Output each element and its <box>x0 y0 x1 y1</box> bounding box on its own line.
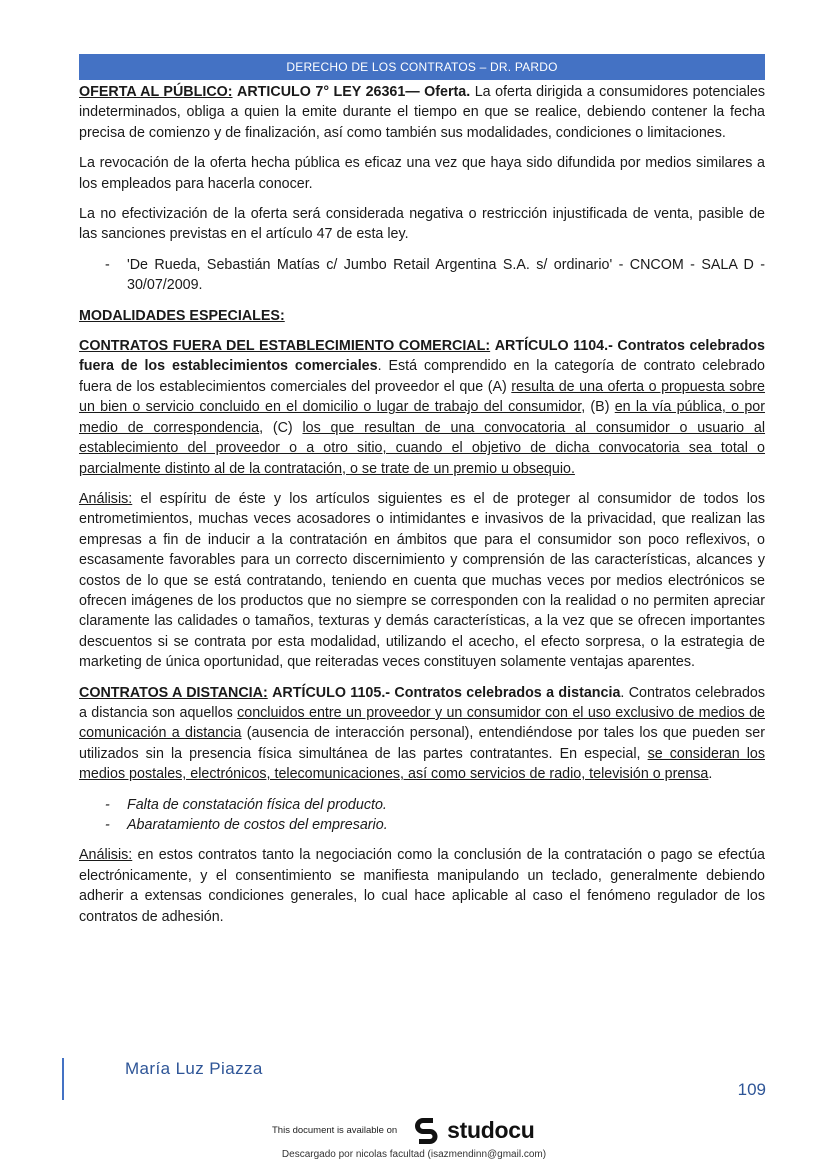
oferta-paragraph <box>79 82 765 143</box>
analisis-2-label: Análisis: <box>79 847 133 864</box>
oferta-text: La oferta dirigida a consumidores potenciales indeterminados, obliga a quien la emite durante el tiempo en que se realice, debiendo contener la fecha precisa de comienzo y de finalización, así como también sus modalidades, condiciones o limitaciones. <box>79 84 765 141</box>
downloaded-by: Descargado por nicolas facultad (isazmendinn@gmail.com) <box>281 1149 547 1160</box>
fuera-underline-3: los que resultan de una convocatoria al consumidor o usuario al establecimiento del proveedor o a otro sitio, cuando el objetivo de dicha convocatoria sea total o parcialmente distinto al de la contratación, o se trate de un premio u obsequio. <box>79 419 766 477</box>
modalidades-heading-text: MODALIDADES ESPECIALES: <box>79 307 285 324</box>
distancia-text-3: . <box>708 766 713 783</box>
distancia-article: ARTÍCULO 1105.- Contratos celebrados a distancia <box>272 684 621 701</box>
oferta-revocacion: La revocación de la oferta hecha pública es eficaz una vez que haya sido difundida por medios similares a los empleados para hacerla conocer. <box>79 155 765 192</box>
available-text: This document is available on <box>272 1124 398 1136</box>
list-item: - Abaratamiento de costos del empresario. <box>79 815 765 835</box>
distancia-underline-2: se consideran los medios postales, electrónicos, telecomunicaciones, así como servicios de radio, televisión o prensa <box>79 745 765 783</box>
footer-author: María Luz Piazza <box>125 1059 263 1078</box>
document-header <box>79 54 765 80</box>
oferta-article: ARTICULO 7° LEY 26361— Oferta. <box>237 84 471 100</box>
fuera-underline-2: en la vía pública, o por medio de correspondencia <box>79 399 765 436</box>
fuera-text-1: . Está comprendido en la categoría de contrato celebrado fuera de los establecimientos comerciales del proveedor el que (A) <box>79 358 765 395</box>
fuera-text-3: , (C) <box>259 419 303 436</box>
analisis-2-paragraph <box>79 845 765 927</box>
analisis-1-paragraph <box>79 489 765 673</box>
studocu-logo-icon <box>411 1114 443 1146</box>
distancia-heading: CONTRATOS A DISTANCIA: <box>79 684 268 701</box>
case-list <box>79 255 765 296</box>
fuera-heading: CONTRATOS FUERA DEL ESTABLECIMIENTO COMERCIAL: <box>79 338 491 355</box>
list-item: - Falta de constatación física del producto. <box>79 795 765 815</box>
studocu-brand: studocu <box>447 1116 535 1143</box>
oferta-no-efectivizacion: La no efectivización de la oferta será considerada negativa o restricción injustificada de venta, pasible de las sanciones previstas en el artículo 47 de esta ley. <box>79 206 765 243</box>
studocu-banner[interactable] <box>272 1114 535 1146</box>
analisis-2-text: en estos contratos tanto la negociación como la conclusión de la contratación o pago se efectúa electrónicamente, y el consentimiento se manifiesta manipulando un teclado, generalmente debiendo adherir a extensas condiciones generales, lo cual hace aplicable al caso el fenómeno regulador de los contratos de adhesión. <box>79 847 765 925</box>
footer-divider <box>62 1058 64 1100</box>
distancia-underline-1: concluidos entre un proveedor y un consumidor con el uso exclusivo de medios de comunicación a distancia <box>79 704 766 742</box>
fuera-article: ARTÍCULO 1104.- Contratos celebrados fuera de los establecimientos comerciales <box>79 338 765 375</box>
case-item: - 'De Rueda, Sebastián Matías c/ Jumbo Retail Argentina S.A. s/ ordinario' - CNCOM - SALA D - 30/07/2009. <box>79 255 765 296</box>
oferta-heading: OFERTA AL PÚBLICO: <box>79 84 233 100</box>
analisis-1-label: Análisis: <box>79 490 133 507</box>
distancia-text-1: . Contratos celebrados a distancia son aquellos <box>79 684 766 721</box>
page-number: 109 <box>737 1080 766 1099</box>
fuera-paragraph <box>79 336 765 479</box>
distancia-text-2: (ausencia de interacción personal), entendiéndose por tales los que pueden ser utilizados sin la presencia física simultánea de las partes contratantes. En especial, <box>79 725 765 762</box>
page-content <box>79 82 765 937</box>
analisis-1-text: el espíritu de éste y los artículos siguientes es el de proteger al consumidor de todos los entrometimientos, muchas veces acosadores o intimidantes e invasivos de la privacidad, que realizan las empresas a fin de inducir a la contratación en ámbitos que para el consumidor son poco reflexivos, o escasamente favorables para un correcto discernimiento y comprensión de las características, alcances y costos de lo que se está contratando, teniendo en cuenta que muchas veces por medios electrónicos se ofrecen imágenes de los productos que no siempre se corresponden con la realidad o no permiten apreciar claramente las calidades o tamaños, texturas y demás características, a la vez que se ofrecen importantes descuentos si se contrata por esta modalidad, utilizando el acecho, el efecto sorpresa, o la estrategia de marketing de única oportunidad, que reiteradas veces constituyen solamente ventajas aparentes. <box>79 490 765 671</box>
header-title: DERECHO DE LOS CONTRATOS – DR. PARDO <box>286 60 558 74</box>
fuera-text-2: , (B) <box>581 399 615 416</box>
modalidades-heading <box>79 306 765 326</box>
distancia-bullet-list <box>79 795 765 836</box>
fuera-underline-1: resulta de una oferta o propuesta sobre un bien o servicio concluido en el domicilio o lugar de trabajo del consumidor <box>79 378 765 416</box>
distancia-paragraph <box>79 683 765 785</box>
